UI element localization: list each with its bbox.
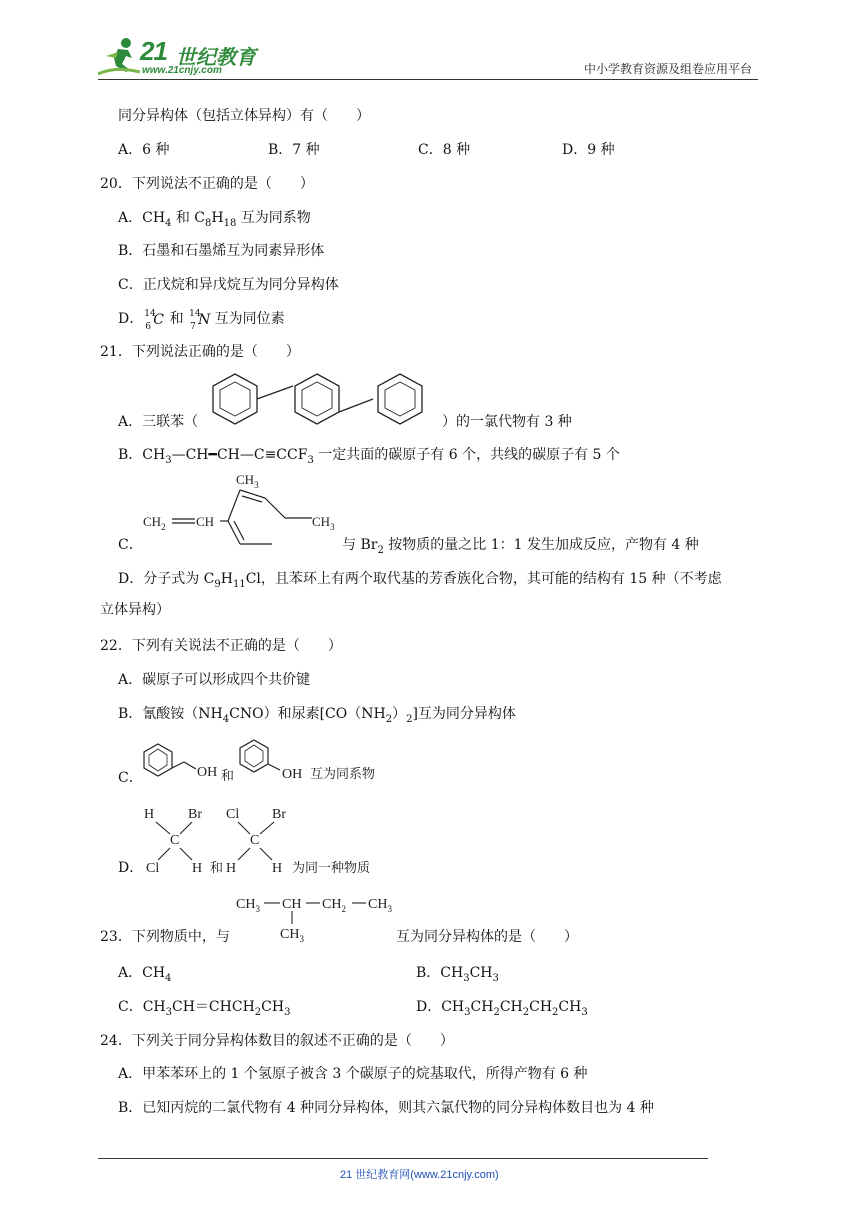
- benzyl-alcohol-oh: OH: [197, 765, 218, 780]
- q21-option-c-structure: [140, 468, 350, 550]
- q23-structure: [234, 888, 404, 944]
- q23-stem-prefix: 23．下列物质中，与: [100, 929, 230, 945]
- and-connector: 和: [221, 768, 235, 783]
- q21-option-a-prefix: A．三联苯（: [118, 414, 199, 430]
- s1-br-top: Br: [188, 807, 202, 822]
- q20-stem: 20．下列说法不正确的是（ ）: [100, 176, 314, 192]
- q19-option-d: D．9 种: [562, 142, 615, 158]
- ch3-top-label: $CH_3$: [236, 472, 259, 490]
- q22-option-b: B．氰酸铵$(NH_4CNO)$和尿素$[CO(NH_2)_2]$互为同分异构体: [118, 706, 516, 725]
- q24-stem: 24．下列关于同分异构体数目的叙述不正确的是（ ）: [100, 1033, 454, 1049]
- q22-option-c-label: C．: [118, 770, 143, 786]
- q23-option-b: B．$CH_3CH_3$: [416, 965, 499, 984]
- ch-center: CH: [282, 897, 302, 912]
- header-divider: [98, 79, 758, 80]
- phenol-oh: OH: [282, 767, 303, 782]
- ch3-right-label: $CH_3$: [312, 514, 335, 532]
- s2-br-top: Br: [272, 807, 286, 822]
- q19-option-c: C．8 种: [418, 142, 471, 158]
- q23-option-c: C．$CH_3CH=CHCH_2CH_3$: [118, 999, 291, 1018]
- q22-option-d-label: D．: [118, 860, 144, 876]
- ch3-b: $CH_3$: [368, 897, 392, 914]
- q20-option-d: D． 14 6 C 和 14 7 N 互为同位素: [118, 309, 285, 332]
- s1-h-bottom: H: [192, 861, 203, 876]
- nitrogen-14-isotope: 14 7 N: [189, 309, 211, 332]
- header-platform-text: 中小学教育资源及组卷应用平台: [583, 62, 752, 76]
- ch3-c: $CH_3$: [280, 927, 304, 944]
- q21-option-d-continuation: 立体异构）: [100, 602, 170, 618]
- q24-option-a: A．甲苯苯环上的 1 个氢原子被含 3 个碳原子的烷基取代，所得产物有 6 种: [118, 1066, 588, 1082]
- q20-option-a: A．$CH_4$ 和 $C_8H_{18}$ 互为同系物: [118, 210, 311, 229]
- ch3-a: $CH_3$: [236, 897, 260, 914]
- q20-option-b: B．石墨和石墨烯互为同素异形体: [118, 243, 325, 259]
- s2-h-bottom: H: [272, 861, 283, 876]
- s2-carbon: C: [250, 833, 260, 848]
- q22-stem: 22．下列有关说法不正确的是（ ）: [100, 638, 342, 654]
- same-substance-text: 为同一种物质: [292, 860, 371, 875]
- logo-number: 21: [140, 36, 167, 66]
- q23-stem-suffix: 互为同分异构体的是（ ）: [396, 929, 578, 945]
- s1-cl-bottom: Cl: [146, 861, 160, 876]
- footer-divider: [98, 1158, 708, 1159]
- q21-option-c-label: C．: [118, 537, 143, 553]
- q19-option-b: B．7 种: [268, 142, 320, 158]
- footer-link[interactable]: 21 世纪教育网(www.21cnjy.com): [340, 1169, 499, 1181]
- logo-title: 世纪教育: [176, 47, 256, 69]
- logo: [96, 34, 256, 78]
- q24-option-b: B．已知丙烷的二氯代物有 4 种同分异构体，则其六氯代物的同分异构体数目也为 4 种: [118, 1100, 654, 1116]
- q21-stem: 21．下列说法正确的是（ ）: [100, 344, 300, 360]
- s2-cl-top: Cl: [226, 807, 240, 822]
- q19-option-a: A．6 种: [118, 142, 170, 158]
- ch-label: CH: [196, 514, 215, 529]
- and-connector-d: 和: [210, 860, 224, 875]
- s1-carbon: C: [170, 833, 180, 848]
- logo-url: www.21cnjy.com: [142, 65, 222, 76]
- ch2-label: $CH_2$: [143, 514, 166, 532]
- s1-h-top: H: [144, 807, 155, 822]
- q21-option-c-text: 与 $Br_2$ 按物质的量之比 1：1 发生加成反应，产物有 4 种: [342, 537, 699, 556]
- q22-option-c-structures: [140, 736, 400, 792]
- q23-option-d: D．$CH_3CH_2CH_2CH_2CH_3$: [416, 999, 588, 1018]
- ch2-center: $CH_2$: [322, 897, 346, 914]
- q19-continuation: 同分异构体（包括立体异构）有（ ）: [118, 108, 370, 124]
- q23-option-a: A．$CH_4$: [118, 965, 172, 984]
- q22-option-a: A．碳原子可以形成四个共价键: [118, 672, 311, 688]
- q21-option-a-suffix: ）的一氯代物有 3 种: [442, 414, 572, 430]
- s2-h-left: H: [226, 861, 237, 876]
- terphenyl-structure: [205, 368, 441, 436]
- q21-option-d: D．分子式为 $C_9H_{11}Cl$，且苯环上有两个取代基的芳香族化合物，其可能的结构有 15 种（不考虑: [118, 571, 722, 590]
- carbon-14-isotope: 14 6 C: [144, 309, 164, 332]
- q22-option-d-structures: [140, 800, 400, 880]
- q21-option-b: B．$CH_3—CH━CH—C\equiv CCF_3$ 一定共面的碳原子有 6 个，共线的碳原子有 5 个: [118, 447, 620, 466]
- runner-icon: [96, 36, 142, 76]
- homologue-text: 互为同系物: [310, 766, 376, 781]
- q20-option-c: C．正戊烷和异戊烷互为同分异构体: [118, 277, 339, 293]
